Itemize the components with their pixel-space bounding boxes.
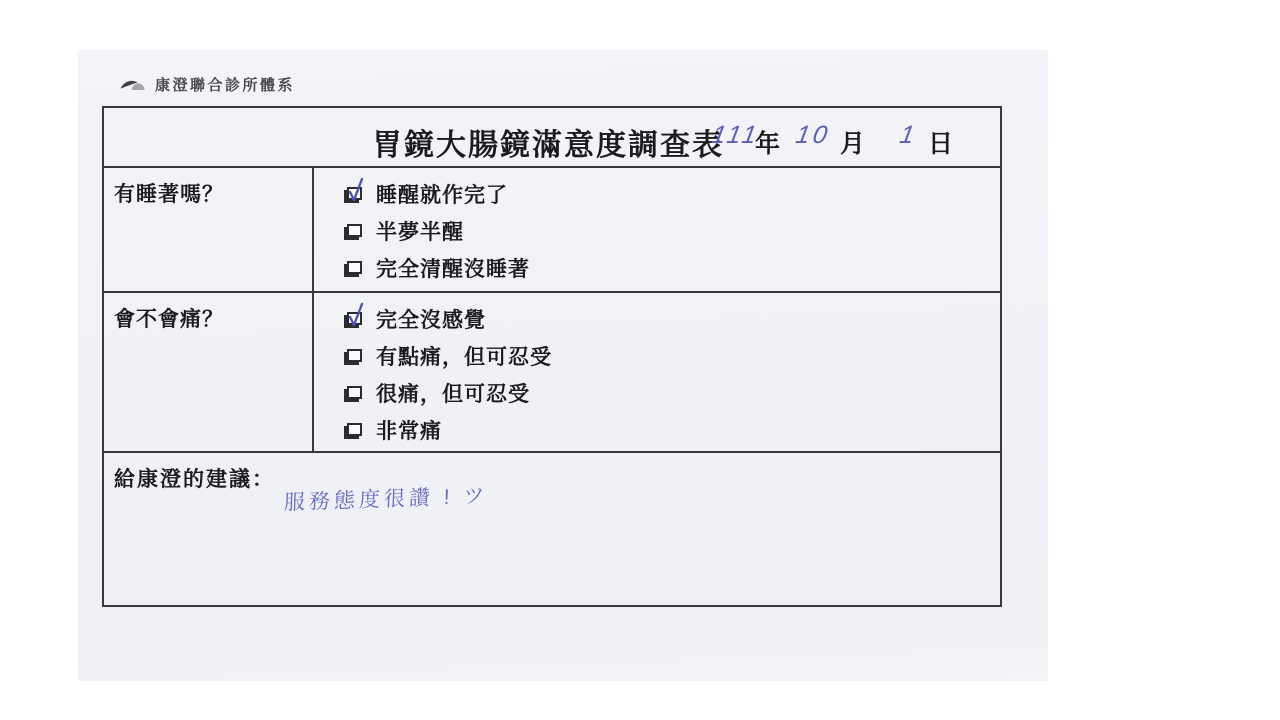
question-cell [104, 293, 314, 451]
date-month-handwritten: 10 [793, 121, 833, 149]
question-row-pain [104, 293, 1000, 453]
options-cell [314, 293, 1000, 451]
suggestion-row [104, 453, 1000, 605]
date-day-label: 日 [928, 130, 954, 158]
question-label: 有睡著嗎？ [114, 183, 224, 206]
checkbox [347, 224, 362, 237]
checkbox [347, 187, 362, 200]
option-row [347, 374, 1000, 411]
option-label: 半夢半醒 [376, 220, 464, 244]
suggestion-handwritten-text: 服務態度很讚 ! ツ [283, 484, 489, 515]
option-label: 很痛，但可忍受 [376, 382, 530, 406]
clinic-logo-text: 康澄聯合診所體系 [155, 77, 296, 94]
clinic-logo-icon [120, 78, 147, 92]
question-row-sleep [104, 168, 1000, 293]
date-year-handwritten: 111 [709, 121, 762, 149]
question-label: 會不會痛？ [114, 308, 224, 331]
title-row [104, 108, 1000, 168]
survey-form-table [102, 106, 1002, 607]
option-row [347, 175, 1000, 212]
checkbox [347, 423, 362, 436]
option-row [347, 337, 1000, 374]
suggestion-label: 給康澄的建議： [114, 468, 275, 491]
checkbox [347, 312, 362, 325]
date-year-label: 年 [755, 130, 781, 158]
option-label: 睡醒就作完了 [376, 183, 508, 207]
checkbox [347, 261, 362, 274]
option-row [347, 212, 1000, 249]
option-row [347, 411, 1000, 448]
date-day-handwritten: 1 [897, 121, 920, 149]
date-month-label: 月 [840, 130, 866, 158]
checkbox [347, 386, 362, 399]
scanned-paper-sheet [78, 50, 1048, 681]
options-cell [314, 168, 1000, 291]
question-cell [104, 168, 314, 291]
option-row [347, 249, 1000, 286]
checkmark-icon [347, 302, 366, 328]
clinic-logo [120, 74, 295, 95]
option-label: 非常痛 [376, 419, 442, 443]
checkmark-icon [347, 177, 366, 203]
option-label: 完全沒感覺 [376, 308, 486, 332]
option-row [347, 300, 1000, 337]
option-label: 完全清醒沒睡著 [376, 257, 530, 281]
form-title: 胃鏡大腸鏡滿意度調查表 [372, 129, 724, 162]
checkbox [347, 349, 362, 362]
option-label: 有點痛，但可忍受 [376, 345, 552, 369]
